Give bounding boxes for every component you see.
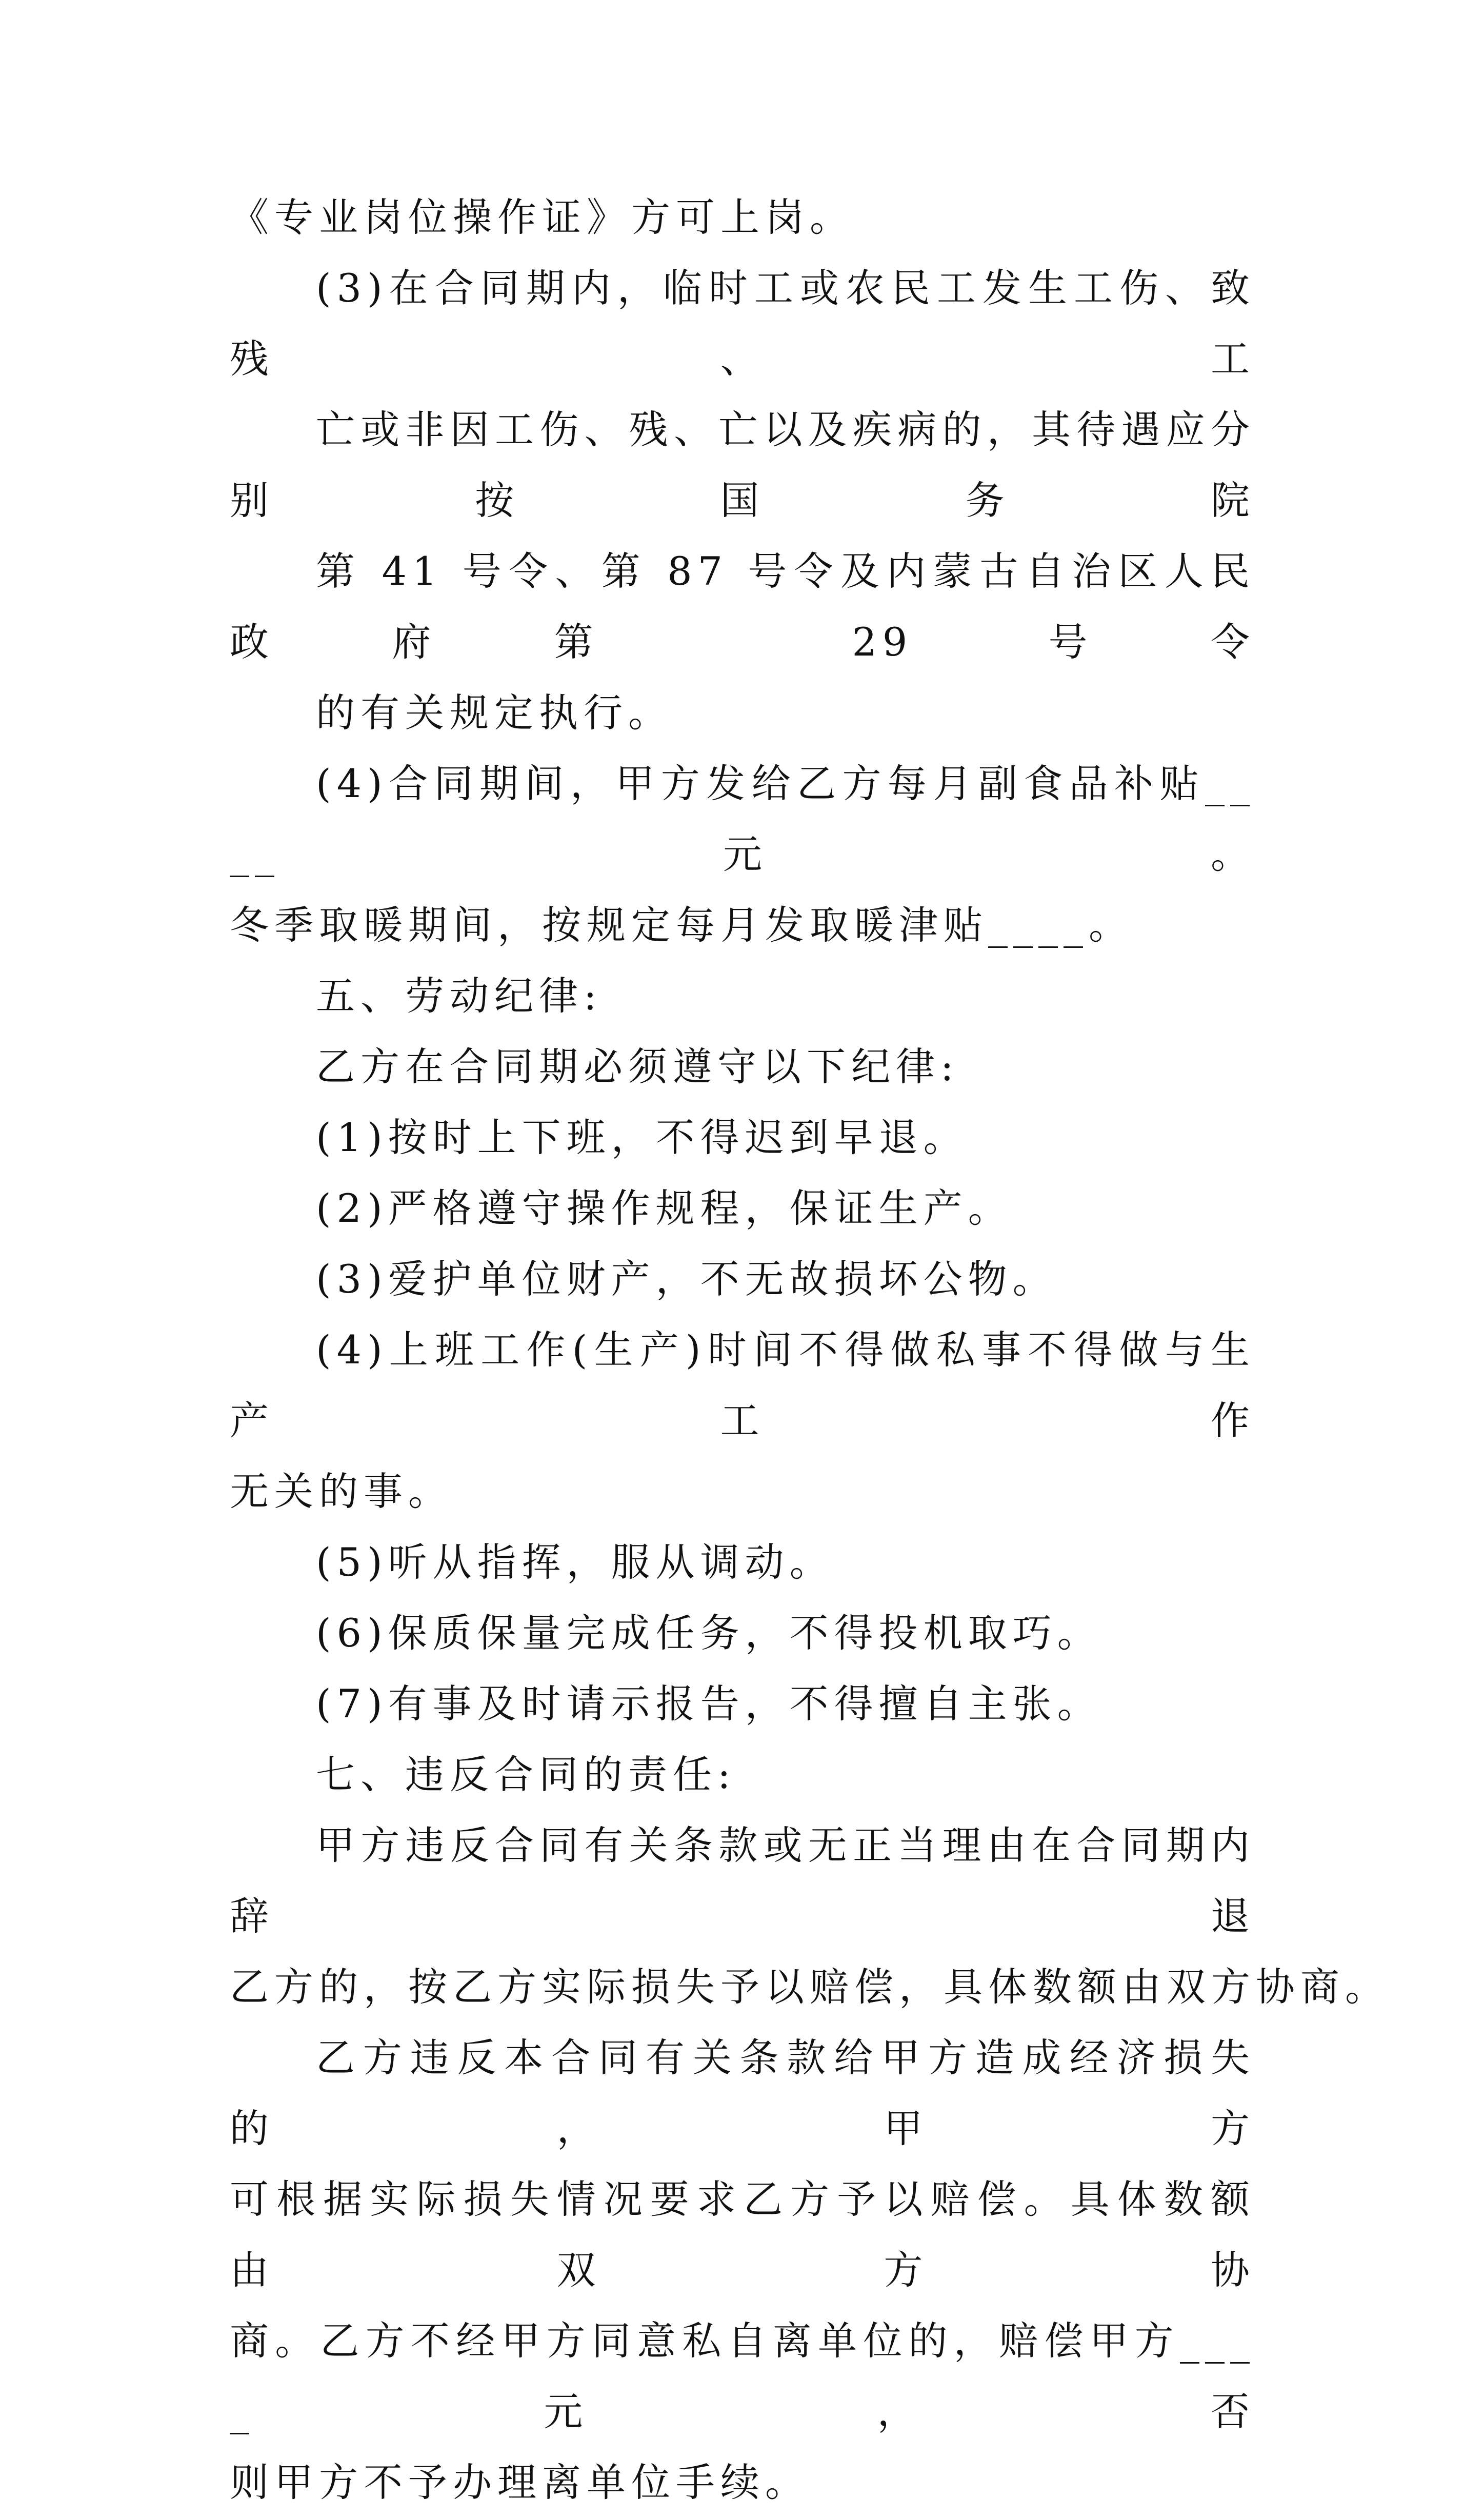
text-line: (3)爱护单位财产，不无故损坏公物。 — [316, 1256, 1057, 1302]
text-line: 甲方违反合同有关条款或无正当理由在合同期内辞退 — [230, 1822, 1255, 1939]
text-line: 亡或非因工伤、残、亡以及疾病的，其待遇应分别按国务院 — [230, 407, 1255, 523]
text-line: (3)在合同期内，临时工或农民工发生工伤、致残、工 — [230, 265, 1255, 382]
text-line: (4)合同期间，甲方发给乙方每月副食品补贴____元。 — [230, 761, 1255, 877]
list-item-discipline-6 — [230, 1598, 1255, 1669]
section-heading-labor-discipline — [230, 961, 1255, 1032]
text-line: 五、劳动纪律: — [316, 973, 603, 1019]
text-line: 乙方违反本合同有关条款给甲方造成经济损失的，甲方 — [230, 2035, 1255, 2151]
list-item-discipline-2 — [230, 1173, 1255, 1244]
paragraph-party-a-breach — [230, 1810, 1390, 2023]
paragraph-1 — [230, 182, 1255, 253]
document-body — [230, 182, 1390, 2518]
text-line: 乙方在合同期必须遵守以下纪律: — [316, 1044, 959, 1089]
text-line: 可根据实际损失情况要求乙方予以赔偿。具体数额由双方协 — [230, 2176, 1255, 2293]
text-line: 冬季取暖期间，按规定每月发取暖津贴____。 — [230, 902, 1133, 948]
text-line: 《专业岗位操作证》方可上岗。 — [230, 194, 854, 240]
list-item-discipline-1 — [230, 1102, 1255, 1173]
text-line: 则甲方不予办理离单位手续。 — [230, 2460, 810, 2505]
text-line: 第 41 号令、第 87 号令及内蒙古自治区人民政府第 29 号令 — [230, 548, 1255, 665]
list-item-discipline-5 — [230, 1527, 1255, 1598]
text-line: 无关的事。 — [230, 1469, 453, 1514]
paragraph-clause-4-subsidy — [230, 748, 1255, 961]
paragraph-clause-3-injury — [230, 253, 1255, 748]
text-line: (4)上班工作(生产)时间不得做私事不得做与生产工作 — [230, 1327, 1255, 1443]
section-heading-breach-liability — [230, 1739, 1255, 1810]
paragraph-discipline-intro — [230, 1032, 1255, 1102]
list-item-discipline-4 — [230, 1315, 1255, 1527]
text-line: (2)严格遵守操作规程，保证生产。 — [316, 1185, 1013, 1231]
text-line: 的有关规定执行。 — [316, 690, 673, 736]
text-line: 乙方的，按乙方实际损失予以赔偿，具体数额由双方协商。 — [230, 1964, 1390, 2010]
text-line: (7)有事及时请示报告，不得擅自主张。 — [316, 1681, 1102, 1727]
text-line: (5)听从指挥，服从调动。 — [316, 1539, 834, 1585]
text-line: (1)按时上下班，不得迟到早退。 — [316, 1115, 968, 1160]
text-line: (6)保质保量完成任务，不得投机取巧。 — [316, 1610, 1102, 1656]
text-line: 七、违反合同的责任: — [316, 1752, 736, 1797]
paragraph-party-b-breach — [230, 2023, 1255, 2518]
list-item-discipline-3 — [230, 1244, 1255, 1315]
list-item-discipline-7 — [230, 1669, 1255, 1739]
text-line: 商。乙方不经甲方同意私自离单位的，赔偿甲方____元，否 — [230, 2318, 1255, 2434]
